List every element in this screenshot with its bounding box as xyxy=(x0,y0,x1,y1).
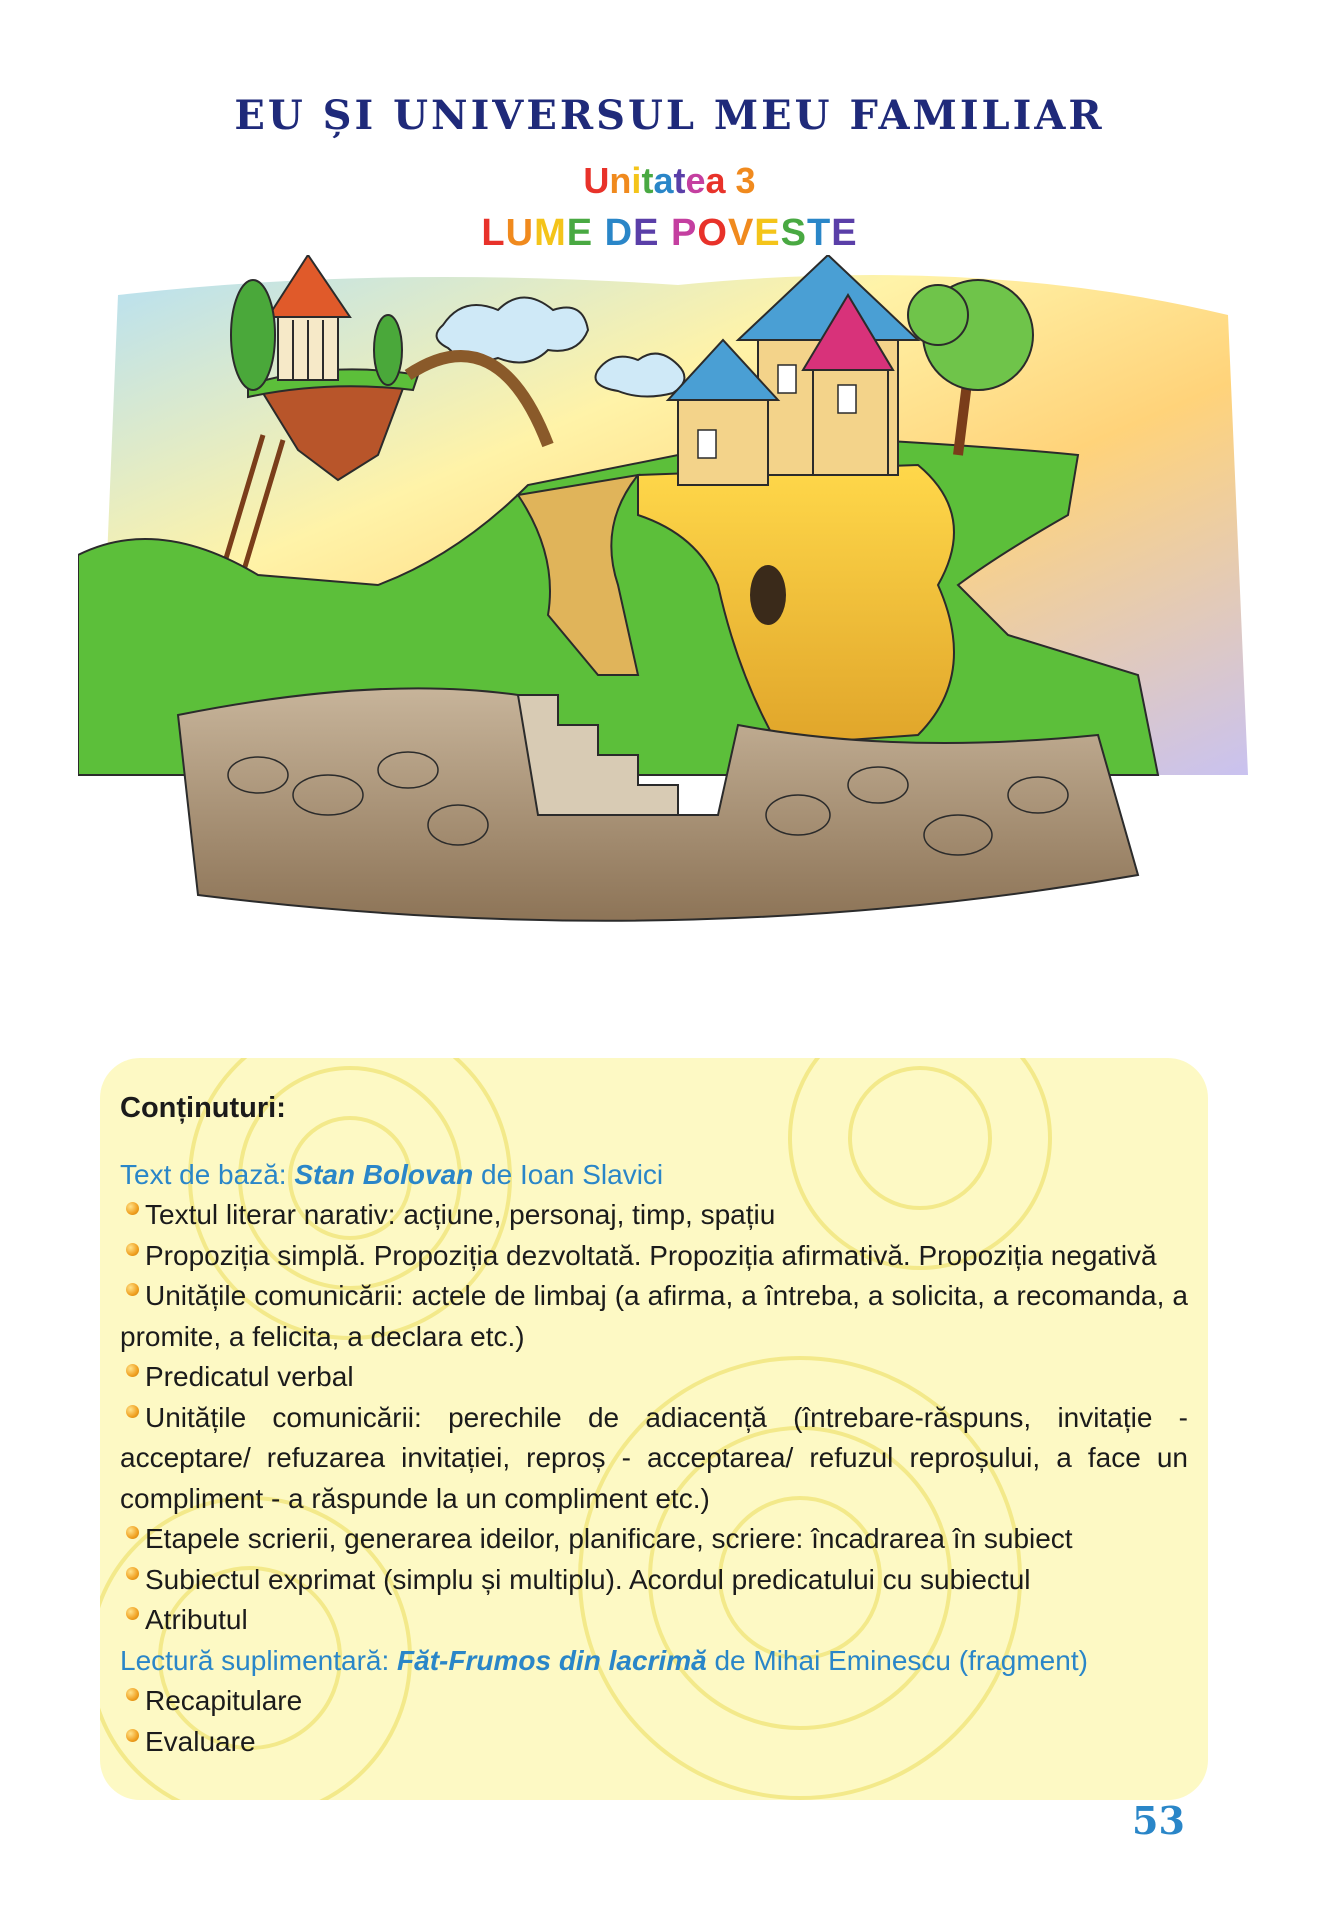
bullet-icon xyxy=(126,1202,139,1215)
supplementary-line xyxy=(120,1641,1188,1682)
contents-text xyxy=(120,1088,1188,1762)
list-item xyxy=(120,1357,1188,1398)
fairytale-landscape-illustration xyxy=(78,255,1268,1055)
bullet-icon xyxy=(126,1243,139,1256)
list-item-text: Evaluare xyxy=(145,1725,256,1757)
tower xyxy=(813,365,888,475)
list-item-text: Recapitulare xyxy=(145,1685,303,1716)
list-item-text: Propoziția simplă. Propoziția dezvoltată. Propoziția afirmativă. Propoziția negativă xyxy=(145,1239,1157,1271)
cliff-door xyxy=(750,565,786,625)
page-title: EU ȘI UNIVERSUL MEU FAMILIAR xyxy=(234,92,1105,139)
content-list-a xyxy=(120,1195,1188,1641)
contents-box xyxy=(100,1058,1208,1800)
list-item-text: Unitățile comunicării: perechile de adiacență (întrebare-răspuns, invitație - acceptare/ refuzarea invitației, reproș - acceptarea/ refuzul reproșului, a face un compliment - a răspunde la un compliment etc.) xyxy=(120,1401,1188,1514)
list-item xyxy=(120,1722,1188,1763)
list-item-text: Unitățile comunicării: actele de limbaj (a afirma, a întreba, a solicita, a recomanda, a promite, a felicita, a declara etc.) xyxy=(120,1280,1188,1352)
bullet-icon xyxy=(126,1526,139,1539)
list-item xyxy=(120,1398,1188,1520)
contents-heading: Conținuturi: xyxy=(120,1092,286,1124)
list-item-text: Etapele scrierii, generarea ideilor, planificare, scriere: încadrarea în subiect xyxy=(145,1523,1073,1554)
base-text-line xyxy=(120,1155,1188,1196)
list-item-text: Atributul xyxy=(145,1604,248,1635)
bullet-icon xyxy=(126,1405,139,1418)
base-text-author: de Ioan Slavici xyxy=(481,1158,664,1190)
list-item xyxy=(120,1195,1188,1236)
list-item-text: Textul literar narativ: acțiune, personaj, timp, spațiu xyxy=(145,1199,776,1230)
list-item xyxy=(120,1681,1188,1722)
list-item xyxy=(120,1560,1188,1601)
tree xyxy=(231,280,275,390)
bullet-icon xyxy=(126,1607,139,1620)
list-item-text: Predicatul verbal xyxy=(145,1361,354,1392)
bullet-icon xyxy=(126,1729,139,1742)
base-text-label: Text de bază: xyxy=(120,1158,287,1190)
bullet-icon xyxy=(126,1364,139,1377)
list-item xyxy=(120,1236,1188,1277)
list-item-text: Subiectul exprimat (simplu și multiplu). Acordul predicatului cu subiectul xyxy=(145,1563,1031,1595)
bullet-icon xyxy=(126,1688,139,1701)
tree xyxy=(908,285,968,345)
unit-label: Unitatea 3 xyxy=(583,160,756,201)
list-item xyxy=(120,1519,1188,1560)
list-item xyxy=(120,1600,1188,1641)
supplementary-title: Făt-Frumos din lacrimă xyxy=(397,1644,707,1676)
content-list-b xyxy=(120,1681,1188,1762)
unit-name: LUME DE POVESTE xyxy=(481,212,858,254)
supplementary-author: de Mihai Eminescu (fragment) xyxy=(714,1644,1088,1676)
list-item xyxy=(120,1276,1188,1357)
house xyxy=(678,395,768,485)
tree xyxy=(374,315,402,385)
bullet-icon xyxy=(126,1567,139,1580)
page-number: 53 xyxy=(1132,1798,1185,1843)
base-text-title: Stan Bolovan xyxy=(294,1158,474,1190)
bullet-icon xyxy=(126,1283,139,1296)
supplementary-label: Lectură suplimentară: xyxy=(120,1644,390,1676)
